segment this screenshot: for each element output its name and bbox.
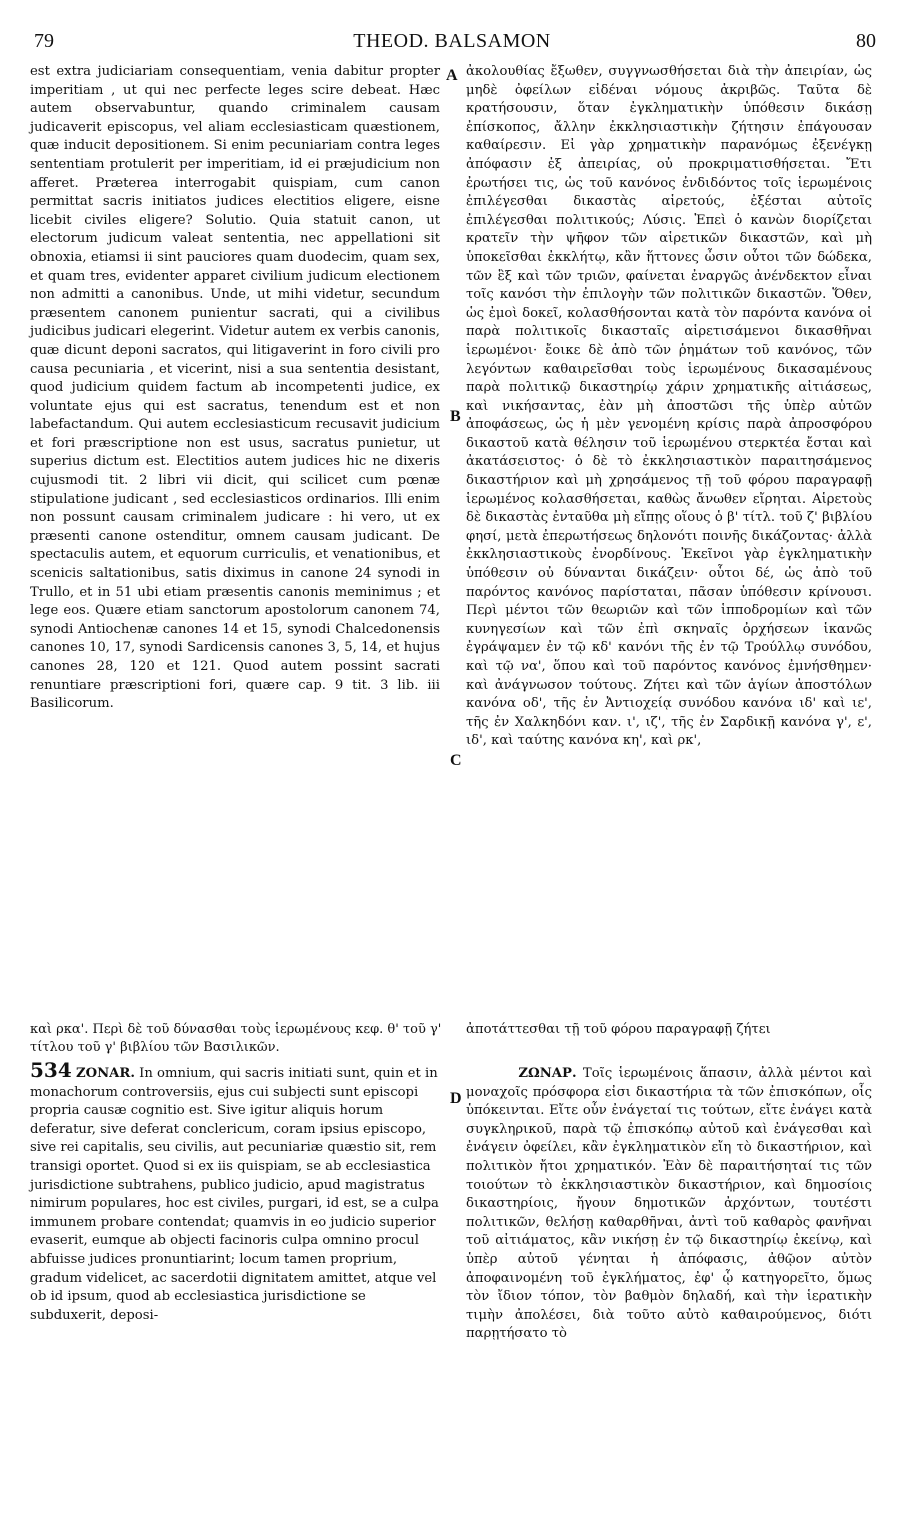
page-number-left: 79 [34, 30, 54, 52]
note-left: καὶ ρκα'. Περὶ δὲ τοῦ δύνασθαι τοὺς ἱερωμένους κεφ. θ' τοῦ γ' τίτλου τοῦ γ' βιβλίου τῶν Βασιλικῶν. [30, 1022, 442, 1055]
marker-b: B [450, 408, 461, 425]
zonar-number: 534 [30, 1058, 72, 1082]
marker-d: D [450, 1090, 462, 1107]
zonar-greek-paragraph [466, 1065, 872, 1344]
page-header [28, 30, 876, 60]
greek-column [466, 63, 872, 751]
greek-paragraph: ἀκολουθίας ἔξωθεν, συγγνωσθήσεται διὰ τὴν ἀπειρίαν, ὡς μηδὲ ὀφείλων εἰδέναι νόμους ἀκριβῶς. Ταῦτα δὲ κρατήσουσιν, ὅταν ἐγκληματικὴν ὑπόθεσιν δικάσῃ ἐπίσκοπος, ἄλλην ἐκκλησιαστικὴν ζήτησιν ἐπάγουσαν καθαίρεσιν. Εἰ γὰρ χρηματικὴν παρανόμως ἐξενέγκῃ ἀπόφασιν ἐξ ἀπειρίας, οὐ προκριματισθήσεται. Ἔτι ἐρωτήσει τις, ὡς τοῦ κανόνος ἐνδιδόντος τοῖς ἱερωμένοις ἐπιλέγεσθαι δικαστὰς αἱρετούς, ἐξέσται αὐτοῖς ἐπιλέγεσθαι πολιτικούς; Λύσις. Ἐπεὶ ὁ κανὼν διορίζεται κρατεῖν τὴν ψῆφον τῶν αἱρετικῶν δικαστῶν, καὶ μὴ ὑποκεῖσθαι ἐκκλήτῳ, κἂν ἥττονες ὦσιν οὗτοι τῶν δώδεκα, τῶν ἓξ καὶ τῶν τριῶν, φαίνεται ἐναργῶς ἀνένδεκτον εἶναι τοῖς κανόσι τὴν ἐπιλογὴν τῶν πολιτικῶν δικαστῶν. Ὅθεν, ὡς ἐμοὶ δοκεῖ, κολασθήσονται κατὰ τὸν παρόντα κανόνα οἱ παρὰ πολιτικοῖς δικασταῖς αἱρετισάμενοι δικασθῆναι ἱερωμένοι· ἔοικε δὲ ἀπὸ τῶν ῥημάτων τοῦ κανόνος, τῶν λεγόντων καθαιρεῖσθαι τοὺς ἱερωμένους δικασαμένους παρὰ πολιτικῷ δικαστηρίῳ χάριν χρηματικῆς αἰτιάσεως, καὶ νικήσαντας, ἐὰν μὴ ἀποστῶσι τῆς ὑπὲρ αὐτῶν ἀποφάσεως, ὡς ἡ μὲν γενομένη κρίσις παρὰ ἀπροσφόρου δικαστοῦ κατὰ θέλησιν τοῦ ἱερωμένου στερκτέα ἔσται καὶ ἀκατάσειστος· ὁ δὲ τὸ ἐκκλησιαστικὸν παραιτησάμενος δικαστήριον καὶ μὴ χρησάμενος τῇ τοῦ φόρου παραγραφῇ ἱερωμένος κολασθήσεται, καθὼς ἄνωθεν εἴρηται. Αἱρετοὺς δὲ δικαστὰς ἐνταῦθα μὴ εἴπῃς οἵους ὁ β' τίτλ. τοῦ ζ' βιβλίου φησί, μετὰ ἐπερωτήσεως δηλονότι ποινῆς δικάζοντας· ἀλλὰ ἐκκλησιαστικοὺς ἐνορδίνους. Ἐκεῖνοι γὰρ ἐγκληματικὴν ὑπόθεσιν οὐ δύνανται δικάζειν· οὗτοι δέ, ὡς ἀπὸ τοῦ παρόντος κανόνος παρίσταται, πᾶσαν ὑπόθεσιν κρίνουσι. Περὶ μέντοι τῶν θεωριῶν καὶ τῶν ἱπποδρομίων καὶ τῶν κυνηγεσίων καὶ τῶν ἐπὶ σκηναῖς ὀρχήσεων ἱκανῶς ἐγράψαμεν ἐν τῷ κδ' κανόνι τῆς ἐν τῷ Τρούλλῳ συνόδου, καὶ τῷ να', ὅπου καὶ τοῦ παρόντος κανόνος ἐμνήσθημεν· καὶ ἀνάγνωσον τούτους. Ζήτει καὶ τῶν ἁγίων ἀποστόλων κανόνα οδ', τῆς ἐν Ἀντιοχείᾳ συνόδου κανόνα ιδ' καὶ ιε', τῆς ἐν Χαλκηδόνι καν. ι', ιζ', τῆς ἐν Σαρδικῇ κανόνα γ', ε', ιδ', καὶ ταύτης κανόνα κη', καὶ ρκ', [466, 64, 872, 749]
marker-c: C [450, 752, 462, 769]
zonar-greek-text: Τοῖς ἱερωμένοις ἅπασιν, ἀλλὰ μέντοι καὶ μοναχοῖς πρόσφορα εἰσι δικαστήρια τὰ τῶν ἐπισκόπων, οἷς ὑπόκεινται. Εἴτε οὖν ἐνάγεταί τις τούτων, εἴτε ἐνάγει κατὰ συγκληρικοῦ, παρὰ τῷ ἐπισκόπῳ αὐτοῦ καὶ ἐνάγεσθαι καὶ ἐνάγειν ὀφείλει, κἂν ἐγκληματικὸν εἴη τὸ δικαστήριον, καὶ πολιτικὸν ἤτοι χρηματικόν. Ἐὰν δὲ παραιτήσηταί τις τῶν τοιούτων τὸ ἐκκλησιαστικὸν δικαστήριον, καὶ δημοσίοις δικαστηρίοις, ἤγουν δημοτικῶν ἀρχόντων, τουτέστι πολιτικῶν, θελήσῃ καθαρθῆναι, ἀντὶ τοῦ καθαρὸς φανῆναι τοῦ αἰτιάματος, κἂν νικήσῃ ἐν τῷ δικαστηρίῳ ἐκείνῳ, καὶ ὑπὲρ αὐτοῦ γένηται ἡ ἀπόφασις, ἀθῷον αὐτὸν ἀποφαινομένη τοῦ ἐγκλήματος, ἐφ' ᾧ κατηγορεῖτο, ὅμως τὸν ἴδιον τόπον, τὸν βαθμὸν δηλαδή, καὶ τὴν ἱερατικὴν τιμὴν ἀπολέσει, διὰ τοῦτο αὐτὸ καθαιρούμενος, διότι παρῃτήσατο τὸ [466, 1066, 872, 1342]
zonar-latin-text: In omnium, qui sacris initiati sunt, quin et in monachorum controversiis, ejus cui subjecti sunt episcopi propria causæ cognitio est. Sive igitur aliquis horum deferatur, sive deferat conclericum, coram ipsius episcopo, sive rei capitalis, seu civilis, aut pecuniariæ quæstio sit, rem transigi oportet. Quod si ex iis quispiam, se ab ecclesiastica jurisdictione subtrahens, publico judicio, apud magistratus nimirum populares, hoc est civiles, purgari, id est, se a culpa immunem probare contendat; quamvis in eo judicio superior evaserit, eumque ab objecti facinoris culpa omnino procul abfuisse judices pronuntiarint; locum tamen proprium, gradum videlicet, ac sacerdotii dignitatem amittet, atque vel ob id ipsum, quod ab ecclesiastica jurisdictione se subduxerit, deposi- [30, 1066, 439, 1323]
zonar-latin-block [30, 1058, 440, 1325]
zonar-latin-paragraph [30, 1058, 440, 1325]
running-title: THEOD. BALSAMON [353, 30, 551, 52]
note-right: ἀποτάττεσθαι τῇ τοῦ φόρου παραγραφῇ ζήτει [466, 1022, 771, 1037]
zonar-greek-block [466, 1065, 872, 1344]
marker-a: A [446, 67, 458, 84]
latin-column [30, 63, 440, 714]
latin-paragraph: est extra judiciariam consequentiam, venia dabitur propter imperitiam , ut qui nec perfecte leges scire debeat. Hæc autem observabuntur, quando criminalem causam judicaverit episcopus, vel aliam ecclesiasticam quæstionem, quæ inducit depositionem. Si enim pecuniariam contra leges sententiam protulerit per imperitiam, id ei præjudicium non afferet. Præterea interrogabit quispiam, cum canon permittat sacris initiatos judices electitios eligere, eisne licebit civiles eligere? Solutio. Quia statuit canon, ut electorum judicum valeat sententia, nec appellationi sit obnoxia, etiamsi ii sint pauciores quam duodecim, quam sex, et quam tres, evidenter apparet civilium judicum electionem non admitti a canonibus. Unde, ut mihi videtur, secundum præsentem canonem punientur sacrati, qui a civilibus judicibus judicari elegerint. Videtur autem ex verbis canonis, quæ dicunt deponi sacratos, qui litigaverint in foro civili pro causa pecuniaria , et vicerint, nisi a sua sententia desistant, quod judicium quidem factum ab incompetenti judice, ex voluntate ejus qui est sacratus, tenendum est et non labefactandum. Qui autem ecclesiasticum recusavit judicium et fori præscriptione non est usus, sacratus punietur, ut superius dictum est. Electitios autem judices hic ne dixeris cujusmodi tit. 2 libri vii dicit, qui scilicet cum pœnæ stipulatione judicant , sed ecclesiasticos ordinarios. Illi enim non possunt causam criminalem judicare : hi vero, ut ex præsenti canone ostenditur, omnem causam judicant. De spectaculis autem, et equorum curriculis, et venationibus, et scenicis saltationibus, satis diximus in canone 24 synodi in Trullo, et in 51 ubi etiam præsentis canonis meminimus ; et lege eos. Quære etiam sanctorum apostolorum canonem 74, synodi Antiochenæ canones 14 et 15, synodi Chalcedonensis canones 10, 17, synodi Sardicensis canones 3, 5, 14, et hujus canones 28, 120 et 121. Quod autem possint sacrati renuntiare præscriptioni fori, quære cap. 9 tit. 3 lib. iii Basilicorum. [30, 64, 440, 712]
page-number-right: 80 [856, 30, 876, 52]
zonar-latin-label: ZONAR. [75, 1066, 135, 1081]
zonar-greek-label: ΖΩΝΑΡ. [518, 1066, 577, 1081]
